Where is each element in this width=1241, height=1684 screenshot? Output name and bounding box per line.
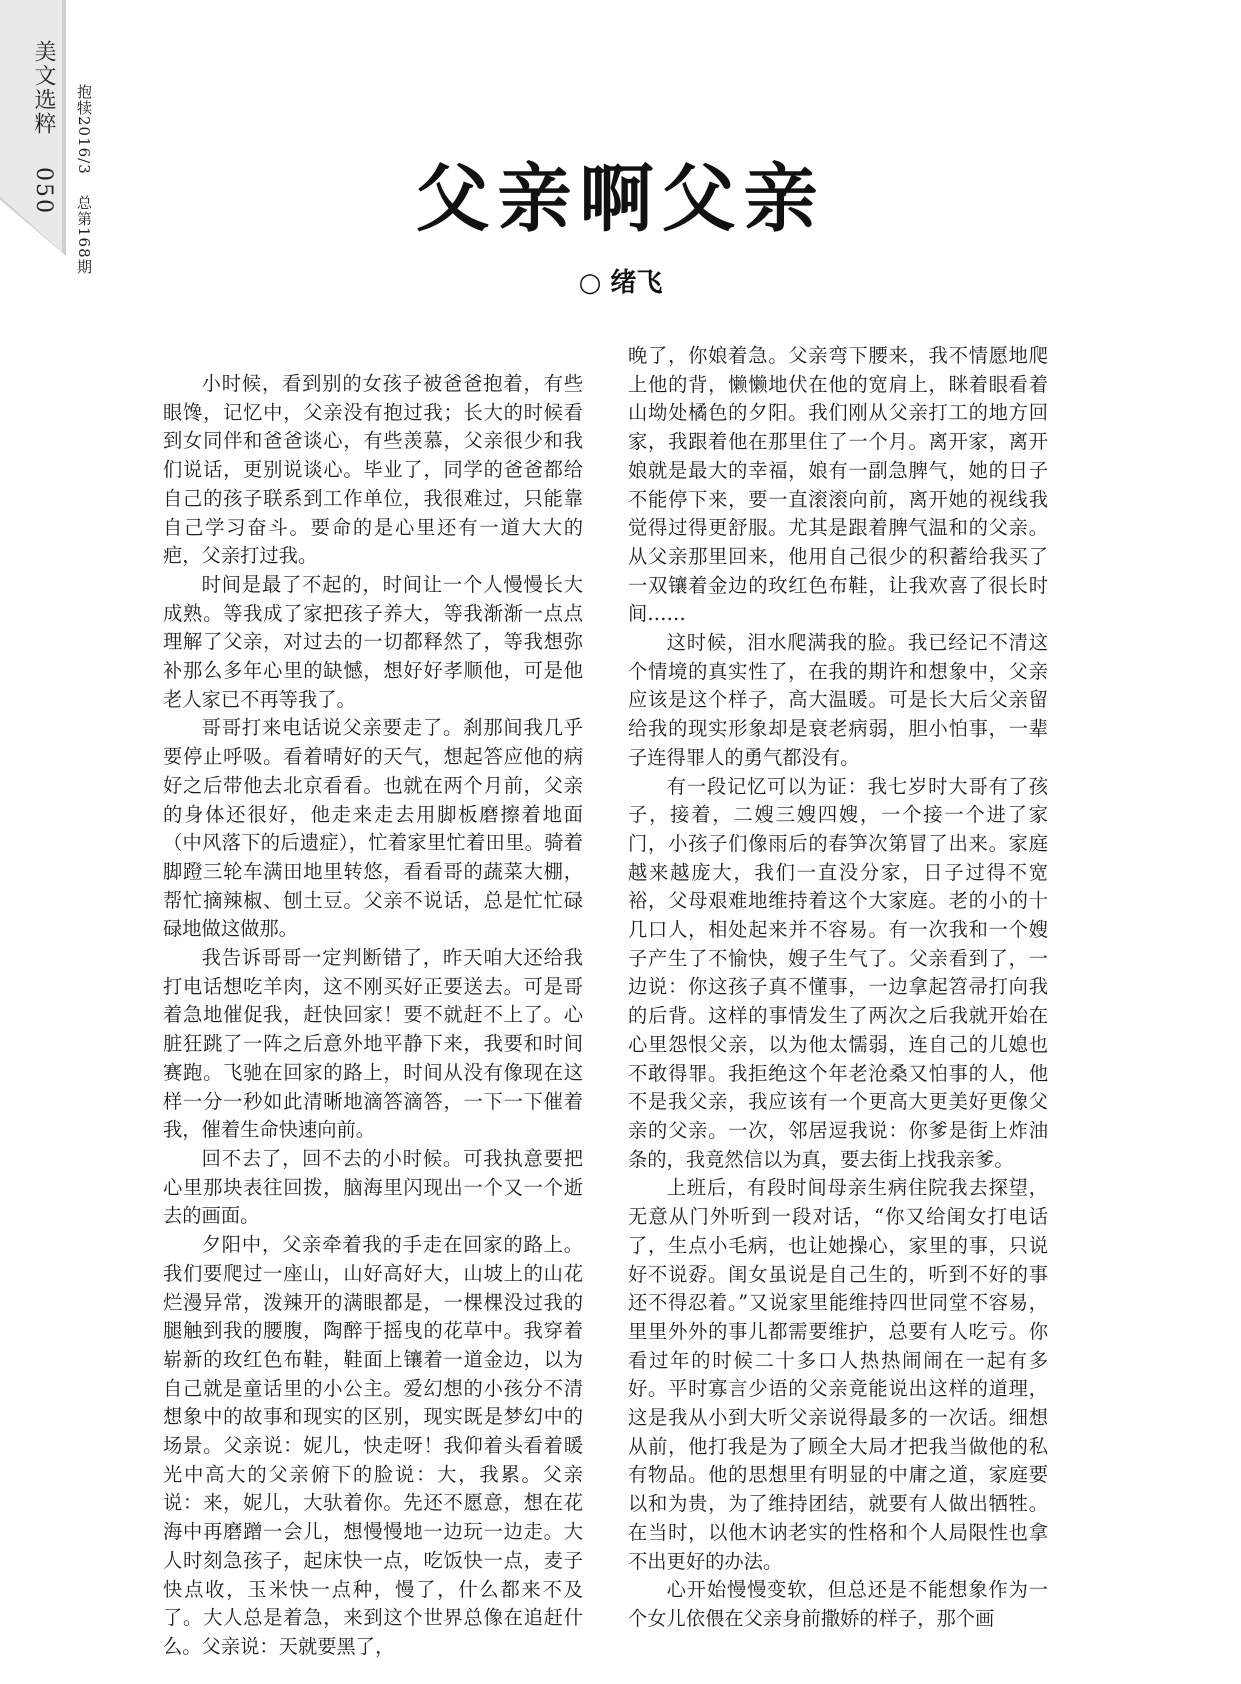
paragraph: 哥哥打来电话说父亲要走了。刹那间我几乎要停止呼吸。看着晴好的天气，想起答应他的病好之后带他去北京看看。也就在两个月前，父亲的身体还很好，他走来走去用脚板磨擦着地面（中风落下的后遗症），忙着家里忙着田里。骑着脚蹬三轮车满田地里转悠，看看哥的蔬菜大棚，帮忙摘辣椒、刨土豆。父亲不说话，总是忙忙碌碌地做这做那。 (163, 716, 583, 941)
paragraph: 我告诉哥哥一定判断错了，昨天咱大还给我打电话想吃羊肉，这不刚买好正要送去。可是哥着急地催促我，赶快回家！要不就赶不上了。心脏狂跳了一阵之后意外地平静下来，我要和时间赛跑。飞驰在回家的路上，时间从没有像现在这样一分一秒如此清晰地滴答滴答，一下一下催着我，催着生命快速向前。 (163, 946, 583, 1142)
paragraph: 心开始慢慢变软，但总还是不能想象作为一个女儿依偎在父亲身前撒娇的样子，那个画 (628, 1578, 1048, 1630)
right-column (628, 342, 1048, 1634)
paragraph: 回不去了，回不去的小时候。可我执意要把心里那块表往回拨，脑海里闪现出一个又一个逝去的画面。 (163, 1146, 583, 1228)
article-author: ○ 绪飞 (578, 268, 663, 298)
issue-label: 抱犊2016/3 (75, 84, 93, 175)
left-column (163, 370, 583, 1662)
total-issue-label: 总第168期 (75, 194, 93, 275)
paragraph: 这时候，泪水爬满我的脸。我已经记不清这个情境的真实性了，在我的期许和想象中，父亲应该是这个样子，高大温暖。可是长大后父亲留给我的现实形象却是衰老病弱，胆小怕事，一辈子连得罪人的勇气都没有。 (628, 631, 1048, 769)
section-name: 美文选粹 (31, 40, 56, 136)
paragraph: 时间是最了不起的，时间让一个人慢慢长大成熟。等我成了家把孩子养大，等我渐渐一点点理解了父亲，对过去的一切都释然了，等我想弥补那么多年心里的缺憾，想好好孝顺他，可是他老人家已不再等我了。 (163, 572, 583, 711)
article-title: 父亲啊父亲 (415, 156, 826, 242)
paragraph: 上班后，有段时间母亲生病住院我去探望，无意从门外听到一段对话，“你又给闺女打电话了，生点小毛病，也让她操心，家里的事，只说好不说孬。闺女虽说是自己生的，听到不好的事还不得忍着。”又说家里能维持四世同堂不容易，里里外外的事儿都需要维护，总要有人吃亏。你看过年的时候二十多口人热热闹闹在一起有多好。平时寡言少语的父亲竟能说出这样的道理，这是我从小到大听父亲说得最多的一次话。细想从前，他打我是为了顾全大局才把我当做他的私有物品。他的思想里有明显的中庸之道，家庭要以和为贵，为了维持团结，就要有人做出牺牲。在当时，以他木讷老实的性格和个人局限性也拿不出更好的办法。 (628, 1176, 1048, 1573)
paragraph: 有一段记忆可以为证：我七岁时大哥有了孩子，接着，二嫂三嫂四嫂，一个接一个进了家门，小孩子们像雨后的春笋次第冒了出来。家庭越来越庞大，我们一直没分家，日子过得不宽裕，父母艰难地维持着这个大家庭。老的小的十几口人，相处起来并不容易。有一次我和一个嫂子产生了不愉快，嫂子生气了。父亲看到了，一边说：你这孩子真不懂事，一边拿起笤帚打向我的后背。这样的事情发生了两次之后我就开始在心里怨恨父亲，以为他太懦弱，连自己的儿媳也不敢得罪。我拒绝这个年老沧桑又怕事的人，他不是我父亲，我应该有一个更高大更美好更像父亲的父亲。一次，邻居逗我说：你爹是街上炸油条的，我竟然信以为真，要去街上找我亲爹。 (628, 774, 1048, 1171)
page-number: 050 (31, 167, 56, 215)
paragraph: 夕阳中，父亲牵着我的手走在回家的路上。我们要爬过一座山，山好高好大，山坡上的山花烂漫异常，泼辣开的满眼都是，一棵棵没过我的腿触到我的腰腹，陶醉于摇曳的花草中。我穿着崭新的玫红色布鞋，鞋面上镶着一道金边，以为自己就是童话里的小公主。爱幻想的小孩分不清想象中的故事和现实的区别，现实既是梦幻中的场景。父亲说：妮儿，快走呀！我仰着头看着暖光中高大的父亲俯下的脸说：大，我累。父亲说：来，妮儿，大驮着你。先还不愿意，想在花海中再磨蹭一会儿，想慢慢地一边玩一边走。大人时刻急孩子，起床快一点，吃饭快一点，麦子快点收，玉米快一点种，慢了，什么都来不及了。大人总是着急，来到这个世界总像在追赶什么。父亲说：天就要黑了， (163, 1233, 583, 1658)
paragraph-continuation: 晚了，你娘着急。父亲弯下腰来，我不情愿地爬上他的背，懒懒地伏在他的宽肩上，眯着眼看着山坳处橘色的夕阳。我们刚从父亲打工的地方回家，我跟着他在那里住了一个月。离开家，离开娘就是最大的幸福，娘有一副急脾气，她的日子不能停下来，要一直滚滚向前，离开她的视线我觉得过得更舒服。尤其是跟着脾气温和的父亲。从父亲那里回来，他用自己很少的积蓄给我买了一双镶着金边的玫红色布鞋，让我欢喜了很长时间…… (628, 344, 1048, 626)
paragraph: 小时候，看到别的女孩子被爸爸抱着，有些眼馋，记忆中，父亲没有抱过我；长大的时候看到女同伴和爸爸谈心，有些羡慕，父亲很少和我们说话，更别说谈心。毕业了，同学的爸爸都给自己的孩子联系到工作单位，我很难过，只能靠自己学习奋斗。要命的是心里还有一道大大的疤，父亲打过我。 (163, 372, 583, 568)
